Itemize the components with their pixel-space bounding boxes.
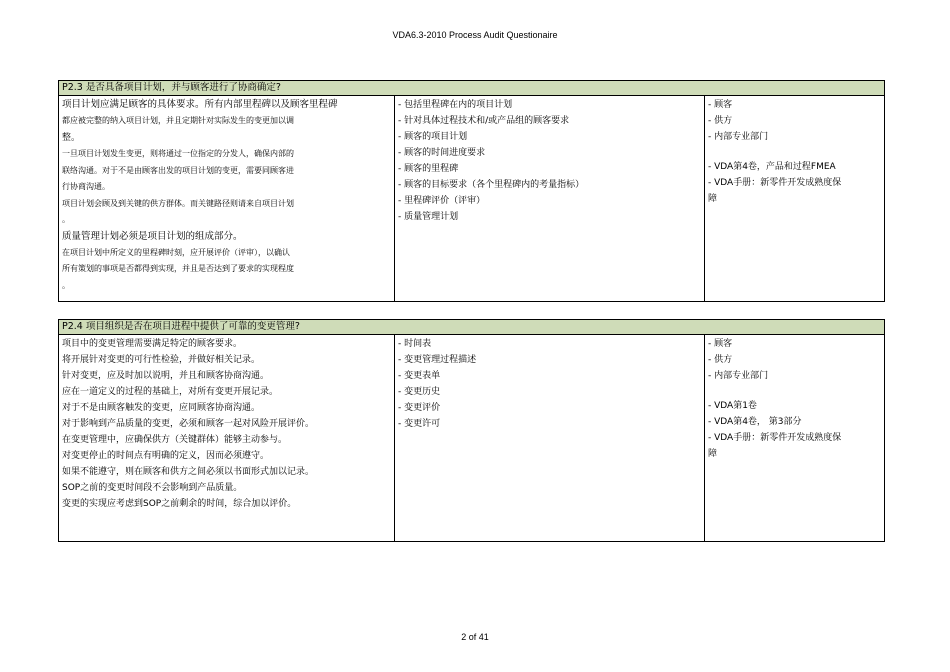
reference-item: - 内部专业部门 xyxy=(708,132,769,142)
evidence-item: - 里程碑评价（评审） xyxy=(398,196,486,206)
requirement-line: 项目计划应满足顾客的具体要求。所有内部里程碑以及顾客里程碑 xyxy=(62,99,338,110)
requirement-line: 变更的实现应考虑到SOP之前剩余的时间，综合加以评价。 xyxy=(62,499,297,509)
evidence-column xyxy=(395,335,705,541)
page-number: 2 of 41 xyxy=(461,632,489,642)
question-block-p2-3 xyxy=(58,80,885,302)
requirement-line: SOP之前的变更时间段不会影响到产品质量。 xyxy=(62,483,243,493)
evidence-item: - 变更评价 xyxy=(398,403,441,413)
reference-item: - VDA第4卷，产品和过程FMEA xyxy=(708,162,836,172)
question-heading: P2.3 是否具备项目计划，并与顾客进行了协商确定? xyxy=(59,81,884,96)
evidence-item: - 变更历史 xyxy=(398,387,441,397)
requirement-line: 行协商沟通。 xyxy=(62,182,110,191)
question-block-p2-4 xyxy=(58,319,885,542)
evidence-item: - 变更管理过程描述 xyxy=(398,355,477,365)
reference-item: - 内部专业部门 xyxy=(708,371,769,381)
evidence-item: - 变更表单 xyxy=(398,371,441,381)
reference-item: 障 xyxy=(708,194,718,204)
evidence-item: - 质量管理计划 xyxy=(398,212,459,222)
document-title: VDA6.3-2010 Process Audit Questionaire xyxy=(392,30,558,40)
requirement-line: 。 xyxy=(62,215,70,224)
reference-item: - VDA第1卷 xyxy=(708,401,757,411)
evidence-item: - 变更许可 xyxy=(398,419,441,429)
requirement-line: 质量管理计划必须是项目计划的组成部分。 xyxy=(62,230,243,242)
reference-item: - 供方 xyxy=(708,116,733,126)
requirement-line: 项目中的变更管理需要满足特定的顾客要求。 xyxy=(62,339,243,349)
reference-item: - VDA手册：新零件开发成熟度保 xyxy=(708,178,842,188)
requirement-line: 项目计划会顾及到关键的供方群体。而关键路径则请来自项目计划 xyxy=(62,198,294,208)
requirement-line: 将开展针对变更的可行性检验，并做好相关记录。 xyxy=(62,355,261,365)
requirement-line: 应在一道定义的过程的基础上，对所有变更开展记录。 xyxy=(62,387,279,397)
evidence-item: - 时间表 xyxy=(398,339,432,349)
question-heading: P2.4 项目组织是否在项目进程中提供了可靠的变更管理? xyxy=(59,320,884,335)
reference-item: 障 xyxy=(708,449,718,459)
evidence-item: - 针对具体过程技术和/或产品组的顾客要求 xyxy=(398,116,570,126)
requirement-line: 在变更管理中，应确保供方（关键群体）能够主动参与。 xyxy=(62,435,288,445)
requirement-line: 整。 xyxy=(62,132,81,143)
requirement-line: 一旦项目计划发生变更，则将通过一位指定的分发人，确保内部的 xyxy=(62,149,294,158)
evidence-item: - 顾客的目标要求（各个里程碑内的考量指标） xyxy=(398,180,585,190)
requirement-line: 在项目计划中所定义的里程碑时刻，应开展评价（评审），以确认 xyxy=(62,247,290,257)
references-column xyxy=(705,335,884,541)
evidence-item: - 包括里程碑在内的项目计划 xyxy=(398,100,513,110)
evidence-item: - 顾客的项目计划 xyxy=(398,132,468,142)
reference-spacer xyxy=(708,145,882,159)
requirement-line: 联络沟通。对于不是由顾客出发的项目计划的变更，需要同顾客进 xyxy=(62,165,294,175)
requirement-line: 都应被完整的纳入项目计划，并且定期针对实际发生的变更加以调 xyxy=(62,116,294,125)
reference-item: - VDA手册：新零件开发成熟度保 xyxy=(708,433,842,443)
requirement-line: 对于不是由顾客触发的变更，应同顾客协商沟通。 xyxy=(62,403,261,413)
reference-item: - 顾客 xyxy=(708,100,733,110)
requirement-line: 。 xyxy=(62,280,70,290)
evidence-item: - 顾客的时间进度要求 xyxy=(398,148,486,158)
requirement-line: 所有策划的事项是否都得到实现，并且是否达到了要求的实现程度 xyxy=(62,264,294,273)
evidence-item: - 顾客的里程碑 xyxy=(398,164,459,174)
requirement-line: 对变更停止的时间点有明确的定义，因而必须遵守。 xyxy=(62,451,270,461)
requirements-column xyxy=(59,96,395,301)
requirements-column xyxy=(59,335,395,541)
reference-item: - 顾客 xyxy=(708,339,733,349)
requirement-line: 如果不能遵守，则在顾客和供方之间必须以书面形式加以记录。 xyxy=(62,467,315,477)
evidence-column xyxy=(395,96,705,301)
reference-item: - VDA第4卷， 第3部分 xyxy=(708,417,802,427)
reference-spacer xyxy=(708,384,882,398)
references-column xyxy=(705,96,884,301)
reference-item: - 供方 xyxy=(708,355,733,365)
requirement-line: 针对变更，应及时加以说明，并且和顾客协商沟通。 xyxy=(62,371,270,381)
requirement-line: 对于影响到产品质量的变更，必须和顾客一起对风险开展评价。 xyxy=(62,419,315,429)
